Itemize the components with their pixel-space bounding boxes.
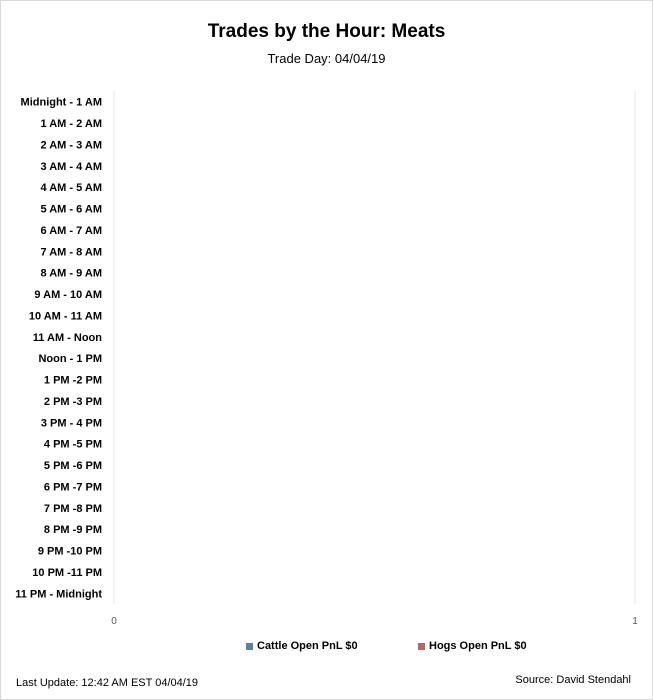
category-label: 1 PM -2 PM <box>43 374 102 387</box>
category-label: 10 PM -11 PM <box>32 566 102 579</box>
category-label: 7 PM -8 PM <box>43 502 102 515</box>
legend-swatch-cattle <box>246 643 253 650</box>
category-label: 4 AM - 5 AM <box>40 182 102 195</box>
category-label: 2 PM -3 PM <box>43 395 102 408</box>
category-label: 10 AM - 11 AM <box>28 310 102 323</box>
category-label: Noon - 1 PM <box>38 353 102 366</box>
chart-subtitle: Trade Day: 04/04/19 <box>267 51 386 66</box>
legend-item-cattle <box>246 640 358 652</box>
category-label: 3 PM - 4 PM <box>40 417 102 430</box>
chart-title: Trades by the Hour: Meats <box>207 21 446 42</box>
category-label: 6 AM - 7 AM <box>40 224 102 237</box>
category-label: 11 PM - Midnight <box>15 588 102 601</box>
category-label: 5 PM -6 PM <box>43 460 102 473</box>
category-label: 9 AM - 10 AM <box>34 289 102 302</box>
last-update-text: Last Update: 12:42 AM EST 04/04/19 <box>16 677 199 689</box>
category-label: 2 AM - 3 AM <box>40 139 102 152</box>
category-label: 5 AM - 6 AM <box>40 203 102 216</box>
category-label: 8 PM -9 PM <box>43 524 102 537</box>
category-label: 1 AM - 2 AM <box>40 118 102 131</box>
x-tick-label: 0 <box>111 616 117 627</box>
legend-swatch-hogs <box>418 643 425 650</box>
category-label: 9 PM -10 PM <box>37 545 102 558</box>
category-label: 11 AM - Noon <box>32 331 102 344</box>
category-label: 3 AM - 4 AM <box>40 160 102 173</box>
category-label: 7 AM - 8 AM <box>40 246 102 259</box>
category-label: 4 PM -5 PM <box>43 438 102 451</box>
category-label: 6 PM -7 PM <box>43 481 102 494</box>
legend-item-hogs <box>418 640 527 652</box>
category-label: Midnight - 1 AM <box>20 96 102 109</box>
source-text: Source: David Stendahl <box>515 674 631 686</box>
legend-label-hogs: Hogs Open PnL $0 <box>429 640 527 652</box>
x-tick-label: 1 <box>632 616 638 627</box>
category-label: 8 AM - 9 AM <box>40 267 102 280</box>
legend-label-cattle: Cattle Open PnL $0 <box>257 640 358 652</box>
